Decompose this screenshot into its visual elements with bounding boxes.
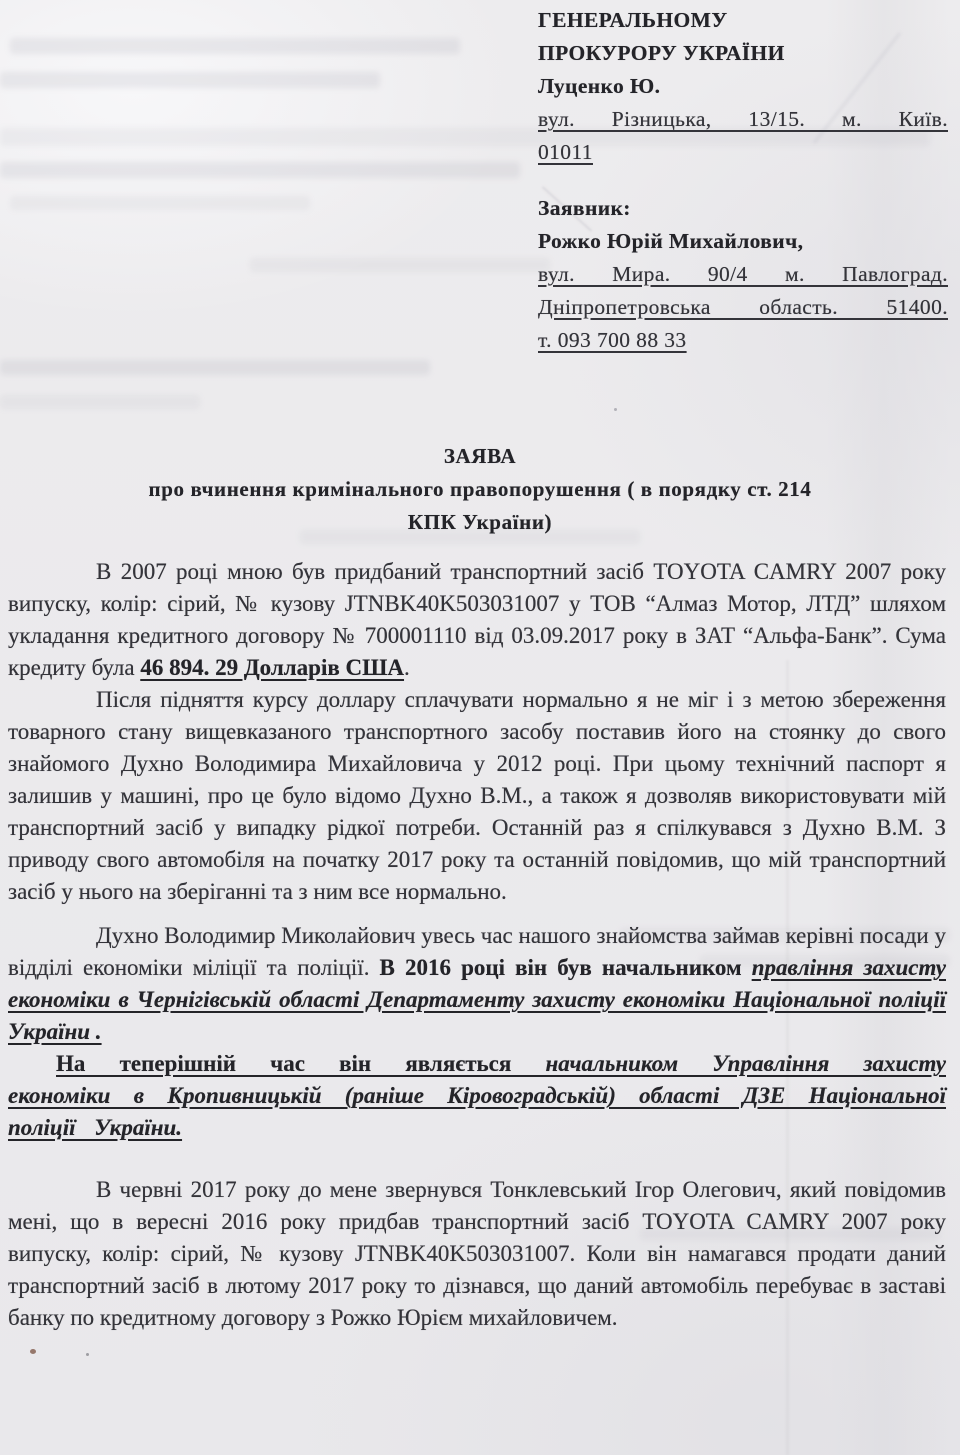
paragraph-2: Після підняття курсу доллару сплачувати нормально я не міг і з метою збереження товарного стану вищевказаного транспортного засобу поставив його на стоянку до свого знайомого Духно Володимира Михайловича у 2012 році. При цьому технічний паспорт я залишив у машині, про це було відомо Духно В.М., а також я дозволяв використовувати мій транспортний засіб у випадку рідкої потреби. Останній раз я спілкувався з Духно В.М. З приводу свого автомобіля на початку 2017 року та останній повідомив, що мій транспортний засіб у нього на зберіганні та з ним все нормально.: [8, 687, 946, 904]
document-subtitle: про вчинення кримінального правопорушення ( в порядку ст. 214: [148, 477, 812, 501]
recipient-postal-code: 01011: [538, 140, 593, 164]
paragraph-1: [8, 556, 946, 684]
applicant-label: Заявник:: [538, 196, 631, 220]
recipient-title-line: ГЕНЕРАЛЬНОМУ: [538, 8, 728, 32]
recipient-block: [538, 4, 948, 169]
paragraph-text: Духно Володимир Миколайович увесь час нашого знайомства займав керівні посади у відділі економіки міліції та поліції.: [8, 923, 946, 980]
recipient-title-line: ПРОКУРОРУ УКРАЇНИ: [538, 41, 785, 65]
document-subtitle: КПК України): [407, 510, 553, 534]
bold-emphasis: В 2016 році він був начальником: [379, 955, 752, 980]
bleed-through-artifact: [0, 360, 430, 375]
recipient-name: Луценко Ю.: [538, 74, 661, 98]
bleed-through-artifact: [10, 196, 310, 210]
applicant-name: Рожко Юрій Михайлович,: [538, 229, 804, 253]
position-emphasis: начальником Управління захисту економіки в Кропивницькій (раніше Кіровоградській) області ДЗЕ Національної поліції України.: [8, 1051, 946, 1140]
position-emphasis: правління захисту економіки в Чернігівській області Департаменту захисту економіки Національної поліції України .: [8, 955, 946, 1044]
paragraph-3: [8, 920, 946, 1048]
bleed-through-artifact: [250, 258, 550, 272]
scan-speck: [86, 1353, 89, 1356]
credit-sum-emphasis: 46 894. 29 Долларів США: [140, 655, 405, 680]
paragraph-4: [8, 1048, 946, 1144]
applicant-address-line: вул. Мира. 90/4 м. Павлоград.: [538, 262, 948, 286]
paragraph-text: .: [404, 655, 410, 680]
scan-speck: [614, 408, 617, 411]
document-body: [8, 556, 946, 1334]
scan-speck: [30, 1349, 36, 1354]
bleed-through-artifact: [0, 395, 200, 409]
title-block: [0, 440, 960, 539]
applicant-address-line: Дніпропетровська область. 51400.: [538, 295, 948, 319]
recipient-address-line: вул. Різницька, 13/15. м. Київ.: [538, 107, 948, 131]
applicant-phone: т. 093 700 88 33: [538, 328, 687, 352]
paragraph-5: В червні 2017 року до мене звернувся Тонклевський Ігор Олегович, який повідомив мені, що в вересні 2016 року придбав транспортний засіб TOYOTA CAMRY 2007 року випуску, колір: сірий, № кузову JTNBK40K503031007. Коли він намагався продати даний транспортний засіб в лютому 2017 року то дізнався, що даний автомобіль перебуває в заставі банку по кредитному договору з Рожко Юрієм михайловичем.: [8, 1177, 946, 1330]
bleed-through-artifact: [0, 72, 380, 88]
bleed-through-artifact: [0, 162, 520, 178]
paragraph-text: В 2007 році мною був придбаний транспортний засіб TOYOTA CAMRY 2007 року випуску, колір: сірий, № кузову JTNBK40K503031007 у ТОВ “Алмаз Мотор, ЛТД” шляхом укладання кредитного договору № 700001110 від 03.09.2017 року в ЗАТ “Альфа-Банк”. Сума кредиту була: [8, 559, 946, 680]
bold-underline-emphasis: На теперішній час він являється: [56, 1051, 546, 1076]
bleed-through-artifact: [10, 38, 460, 54]
applicant-block: [538, 192, 948, 357]
document-title: ЗАЯВА: [443, 444, 517, 468]
